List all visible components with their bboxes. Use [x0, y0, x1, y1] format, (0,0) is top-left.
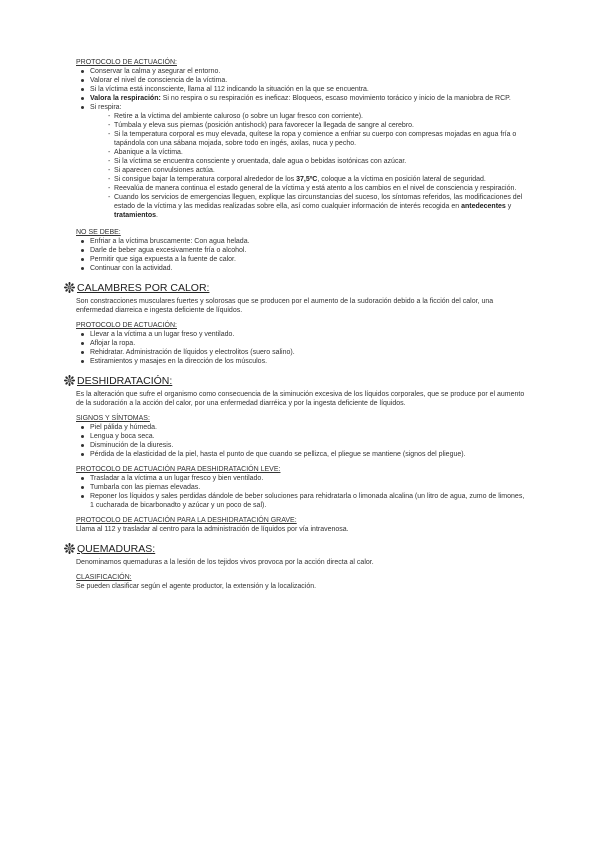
calambres-protocol-list: [76, 330, 526, 366]
si-respira-label: Si respira:: [90, 104, 122, 111]
services-end: .: [156, 212, 158, 219]
list-item: Reponer los líquidos y sales perdidas dándole de beber soluciones para rehidratarla o limonada alcalina (un litro de agua, zumo de limones, 1 cucharada de bicarbonadto y azúcar y un poco de sal).: [90, 493, 525, 509]
clasificacion-text: Se pueden clasificar según el agente productor, la extensión y la localización.: [76, 583, 317, 590]
signs-list: [76, 423, 526, 459]
sublist-item: - Si aparecen convulsiones actúa.: [114, 166, 526, 175]
signs-heading: SIGNOS Y SÍNTOMAS:: [76, 415, 150, 422]
sublist-item: - Túmbala y eleva sus piernas (posición antishock) para favorecer la llegada de sangre al cerebro.: [114, 121, 526, 130]
list-item: [90, 94, 526, 103]
list-item: Disminución de la diuresis.: [90, 441, 526, 450]
temp-value: 37,5ºC: [296, 176, 318, 183]
leve-protocol-list: [76, 474, 526, 510]
calambres-protocol-heading: PROTOCOLO DE ACTUACIÓN:: [76, 322, 177, 329]
sublist-item: - Abanique a la víctima.: [114, 148, 526, 157]
no-se-debe-heading: NO SE DEBE:: [76, 229, 121, 236]
clasificacion-heading: CLASIFICACIÓN:: [76, 574, 132, 581]
sublist-item: - Retire a la víctima del ambiente caluroso (o sobre un lugar fresco con corriente).: [114, 112, 526, 121]
si-respira-sublist: [90, 112, 526, 220]
grave-protocol-heading: PROTOCOLO DE ACTUACIÓN PARA LA DESHIDRATACIÓN GRAVE:: [76, 517, 297, 524]
list-item: Continuar con la actividad.: [90, 264, 526, 273]
respiration-label: Valora la respiración:: [90, 95, 161, 102]
list-item: Estiramientos y masajes en la dirección de los músculos.: [90, 357, 526, 366]
calambres-description: Son constracciones musculares fuertes y solorosas que se producen por el aumento de la sudoración debido a la ficción del calor, una enfermedad diarreica e ingesta deficiente de líquidos.: [76, 298, 494, 314]
services-bold-2: tratamientos: [114, 212, 157, 219]
list-item: Darle de beber agua excesivamente fría o alcohol.: [90, 246, 526, 255]
quemaduras-section-header: [64, 542, 526, 555]
sublist-item: - Si la víctima se encuentra consciente y oruentada, dale agua o bebidas isotónicas con azúcar.: [114, 157, 526, 166]
services-bold-1: antedecentes: [461, 203, 506, 210]
services-text: Cuando los servicios de emergencias lleguen, explique las circunstancias del suceso, los síntomas referidos, las modificaciones del estado de la víctima y las medidas realizadas sobre ella, así como cualquier información de interés recogida en: [114, 194, 523, 210]
list-item: Valorar el nivel de consciencia de la víctima.: [90, 76, 526, 85]
list-item: Conservar la calma y asegurar el entorno.: [90, 67, 526, 76]
deshidratacion-section-header: [64, 374, 526, 387]
sublist-item: [114, 175, 526, 184]
list-item: Permitir que siga expuesta a la fuente de calor.: [90, 255, 526, 264]
list-item: Tumbarla con las piernas elevadas.: [90, 483, 526, 492]
section-title: DESHIDRATACIÓN:: [77, 374, 173, 387]
list-item: Trasladar a la víctima a un lugar fresco y bien ventilado.: [90, 474, 526, 483]
quemaduras-description: Denominamos quemaduras a la lesión de los tejidos vivos provoca por la acción directa al calor.: [76, 559, 374, 566]
list-item: Piel pálida y húmeda.: [90, 423, 526, 432]
list-item: Enfriar a la víctima bruscamente: Con agua helada.: [90, 237, 526, 246]
calambres-section-header: [64, 281, 526, 294]
services-mid: y: [505, 203, 512, 210]
respiration-text: Si no respira o su respiración es ineficaz: Bloqueos, escaso movimiento torácico y inicio de la maniobra de RCP.: [160, 95, 511, 102]
list-item: Lengua y boca seca.: [90, 432, 526, 441]
no-se-debe-list: [76, 237, 526, 273]
temp-text-post: , coloque a la víctima en posición lateral de seguridad.: [317, 176, 486, 183]
list-item: Llevar a la víctima a un lugar freso y ventilado.: [90, 330, 526, 339]
list-item: [90, 103, 526, 220]
sun-flower-icon: [64, 543, 75, 554]
list-item: Aflojar la ropa.: [90, 339, 526, 348]
sun-flower-icon: [64, 375, 75, 386]
sublist-item: - Reevalúa de manera continua el estado general de la víctima y está atento a los cambios en el nivel de consciencia y respiración.: [114, 184, 526, 193]
list-item: Pérdida de la elasticidad de la piel, hasta el punto de que cuando se pellizca, el pliegue se mantiene (signos del pliegue).: [90, 450, 526, 459]
protocol-list: [76, 67, 526, 220]
deshidratacion-description: Es la alteración que sufre el organismo como consecuencia de la siminución excesiva de los líquidos corporales, que se produce por el aumento de la sudoración a la acción del calor, por una enfermedad diarréica y por la ingesta deficiente de líquidos.: [76, 391, 525, 407]
sublist-item: - Si la temperatura corporal es muy elevada, quítese la ropa y comience a enfriar su cuerpo con compresas mojadas en agua fría o tapándola con una sábana mojada, sobre todo en ingés, axilas, nuca y pecho.: [114, 130, 526, 148]
section-title: CALAMBRES POR CALOR:: [77, 281, 210, 294]
list-item: Rehidratar. Administración de líquidos y electrolitos (suero salino).: [90, 348, 526, 357]
sun-flower-icon: [64, 282, 75, 293]
grave-protocol-text: Llama al 112 y trasladar al centro para la administración de líquidos por vía intravenosa.: [76, 526, 349, 533]
sublist-item: [114, 193, 526, 220]
list-item: Si la víctima está inconsciente, llama al 112 indicando la situación en la que se encuentra.: [90, 85, 526, 94]
protocol-heading: PROTOCOLO DE ACTUACIÓN:: [76, 59, 177, 66]
document-page: [76, 58, 526, 591]
temp-text-pre: Si consigue bajar la temperatura corporal alrededor de los: [114, 176, 297, 183]
leve-protocol-heading: PROTOCOLO DE ACTUACIÓN PARA DESHIDRATACIÓN LEVE:: [76, 466, 281, 473]
section-title: QUEMADURAS:: [77, 542, 156, 555]
